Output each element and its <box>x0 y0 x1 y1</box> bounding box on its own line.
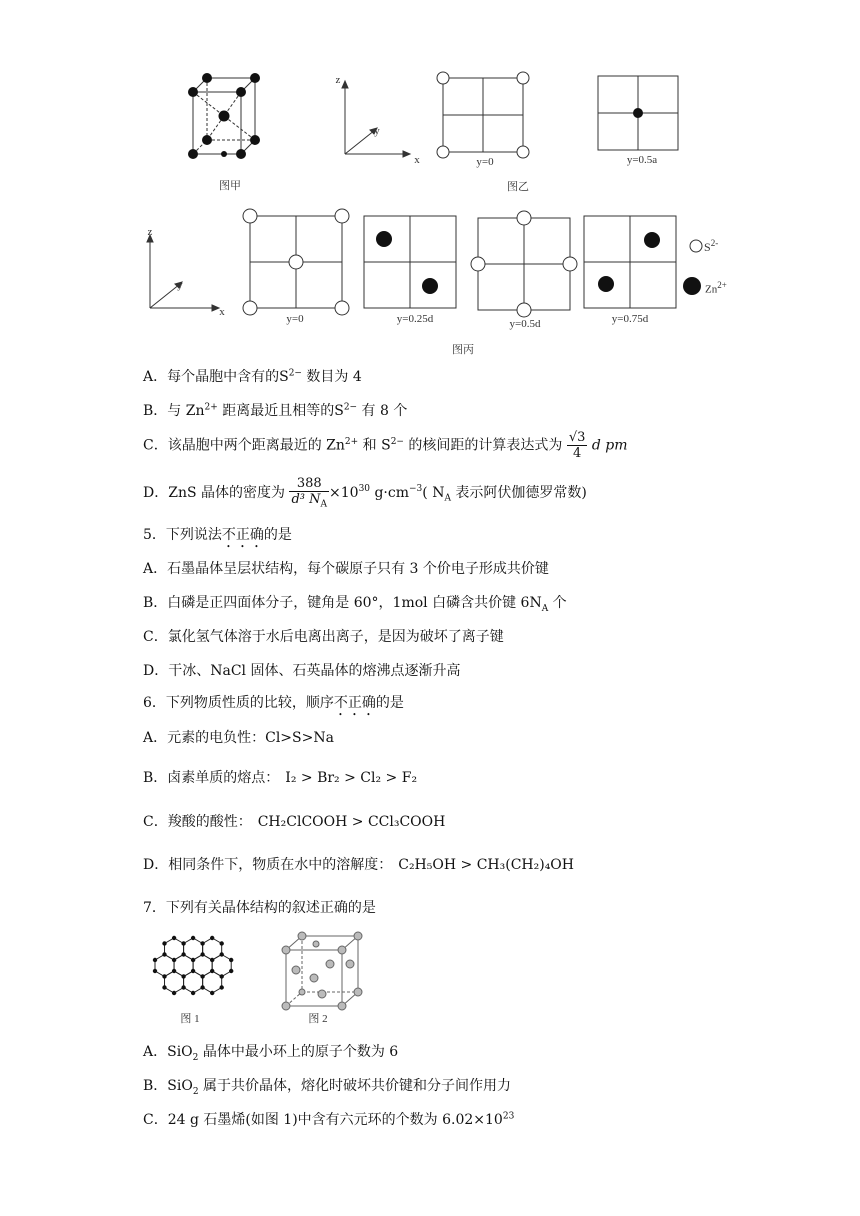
q6-option-d: D．相同条件下，物质在水中的溶解度： C₂H₅OH > CH₃(CH₂)₄OH <box>143 857 574 873</box>
axes-icon <box>140 228 230 318</box>
carbon-atom <box>181 952 185 956</box>
bing-label-y05: y=0.5d <box>509 318 541 330</box>
legend-zn-icon <box>682 276 704 298</box>
q7-option-a: A．SiO$_2$ 晶体中最小环上的原子个数为 6 <box>143 1044 399 1063</box>
carbon-atom <box>229 969 233 973</box>
carbon-atom <box>220 974 224 978</box>
q7-option-b: B．SiO$_2$ 属于共价晶体，熔化时破坏共价键和分子间作用力 <box>143 1078 512 1097</box>
axis-y-label: y <box>374 125 380 137</box>
fig1-caption: 图 1 <box>180 1013 200 1025</box>
bing-label-y075: y=0.75d <box>611 313 649 325</box>
axis-x-label: x <box>414 154 420 166</box>
carbon-atom <box>191 991 195 995</box>
q4-c-fraction: $\frac{√3}{4}$ <box>568 430 586 461</box>
carbon-atom <box>191 958 195 962</box>
figure-bing-panel-y05 <box>470 206 580 316</box>
carbon-atom <box>172 969 176 973</box>
carbon-atom <box>172 958 176 962</box>
bing-label-y025: y=0.25d <box>396 313 434 325</box>
figure-yi-panel-y05 <box>590 70 690 160</box>
axis-z-label: z <box>335 74 341 86</box>
graphene-figure <box>145 935 245 1007</box>
q5-stem: 5．下列说法不正确的是 <box>143 527 292 543</box>
q6-option-c: C．羧酸的酸性： CH₂ClCOOH > CCl₃COOH <box>143 814 446 830</box>
figure-jia-cube <box>185 72 285 172</box>
q6-stem: 6．下列物质性质的比较，顺序不正确的是 <box>143 695 404 711</box>
hexagon-ring <box>184 971 203 993</box>
carbon-atom <box>162 974 166 978</box>
carbon-atom <box>220 985 224 989</box>
carbon-atom <box>181 941 185 945</box>
fcc-cube-figure <box>280 932 370 1012</box>
carbon-atom <box>162 941 166 945</box>
carbon-atom <box>200 941 204 945</box>
carbon-atom <box>200 952 204 956</box>
q6-option-b: B．卤素单质的熔点： I₂ > Br₂ > Cl₂ > F₂ <box>143 770 418 786</box>
q5-option-c: C．氯化氢气体溶于水后电离出离子，是因为破坏了离子键 <box>143 629 504 645</box>
carbon-atom <box>220 941 224 945</box>
yi-label-y0: y=0 <box>476 156 494 168</box>
q6-option-a: A．元素的电负性：Cl>S>Na <box>143 730 334 746</box>
carbon-atom <box>153 969 157 973</box>
hexagon-ring <box>203 971 222 993</box>
q4-option-b: B．与 $Zn^{2+}$ 距离最近且相等的$S^{2-}$ 有 8 个 <box>143 402 408 419</box>
carbon-atom <box>181 974 185 978</box>
legend-s-label: $S^{2-}$ <box>704 238 719 254</box>
q5-option-d: D．干冰、NaCl 固体、石英晶体的熔沸点逐渐升高 <box>143 663 461 679</box>
carbon-atom <box>191 936 195 940</box>
figure-yi-caption: 图乙 <box>507 181 529 193</box>
carbon-atom <box>162 985 166 989</box>
legend-s-icon <box>688 238 704 254</box>
hexagon-ring <box>165 971 184 993</box>
figure-bing-panel-y075 <box>580 206 690 312</box>
axis-x-label: x <box>219 306 225 318</box>
carbon-atom <box>172 991 176 995</box>
q5-option-b: B．白磷是正四面体分子，键角是 60°，1mol 白磷含共价键 $6N_A$ 个 <box>143 595 567 614</box>
axis-y-label: y <box>177 279 183 291</box>
figure-bing-panel-y0 <box>240 206 350 312</box>
carbon-atom <box>210 969 214 973</box>
carbon-atom <box>172 936 176 940</box>
carbon-atom <box>191 969 195 973</box>
axis-z-label: z <box>147 226 153 238</box>
axes-icon <box>335 78 415 163</box>
carbon-atom <box>153 958 157 962</box>
figure-bing-panel-y025 <box>360 206 470 312</box>
q7-option-c: C．24 g 石墨烯(如图 1)中含有六元环的个数为 $6.02\times 10^{23}$ <box>143 1111 515 1128</box>
carbon-atom <box>229 958 233 962</box>
carbon-atom <box>181 985 185 989</box>
carbon-atom <box>162 952 166 956</box>
q4-d-fraction: $\frac{388}{d^3 N_A}$ <box>291 476 328 510</box>
legend-zn-label: $Zn^{2+}$ <box>705 280 727 296</box>
figure-jia-caption: 图甲 <box>219 180 241 192</box>
q5-option-a: A．石墨晶体呈层状结构，每个碳原子只有 3 个价电子形成共价键 <box>143 561 549 577</box>
q7-stem: 7．下列有关晶体结构的叙述正确的是 <box>143 900 376 916</box>
carbon-atom <box>220 952 224 956</box>
q4-option-c: C．该晶胞中两个距离最近的 $Zn^{2+}$ 和 $S^{2-}$ 的核间距的计算表达式为 $\frac{√3}{4}$ d pm <box>143 430 628 461</box>
carbon-atom <box>210 958 214 962</box>
yi-label-y05: y=0.5a <box>626 154 658 166</box>
bing-label-y0: y=0 <box>286 313 304 325</box>
fig2-caption: 图 2 <box>308 1013 328 1025</box>
figure-yi-panel-y0 <box>435 70 535 160</box>
figure-bing-caption: 图丙 <box>452 344 474 356</box>
carbon-atom <box>210 936 214 940</box>
carbon-atom <box>200 985 204 989</box>
q4-option-d: D．ZnS 晶体的密度为 $\frac{388}{d^3 N_A}$ $\times 10^{30}$ $g\cdot cm^{-3}$( $N_A$ 表示阿伏伽德罗常数) <box>143 476 587 510</box>
carbon-atom <box>200 974 204 978</box>
carbon-atom <box>210 991 214 995</box>
q4-option-a: A．每个晶胞中含有的$S^{2-}$ 数目为 4 <box>143 368 362 385</box>
